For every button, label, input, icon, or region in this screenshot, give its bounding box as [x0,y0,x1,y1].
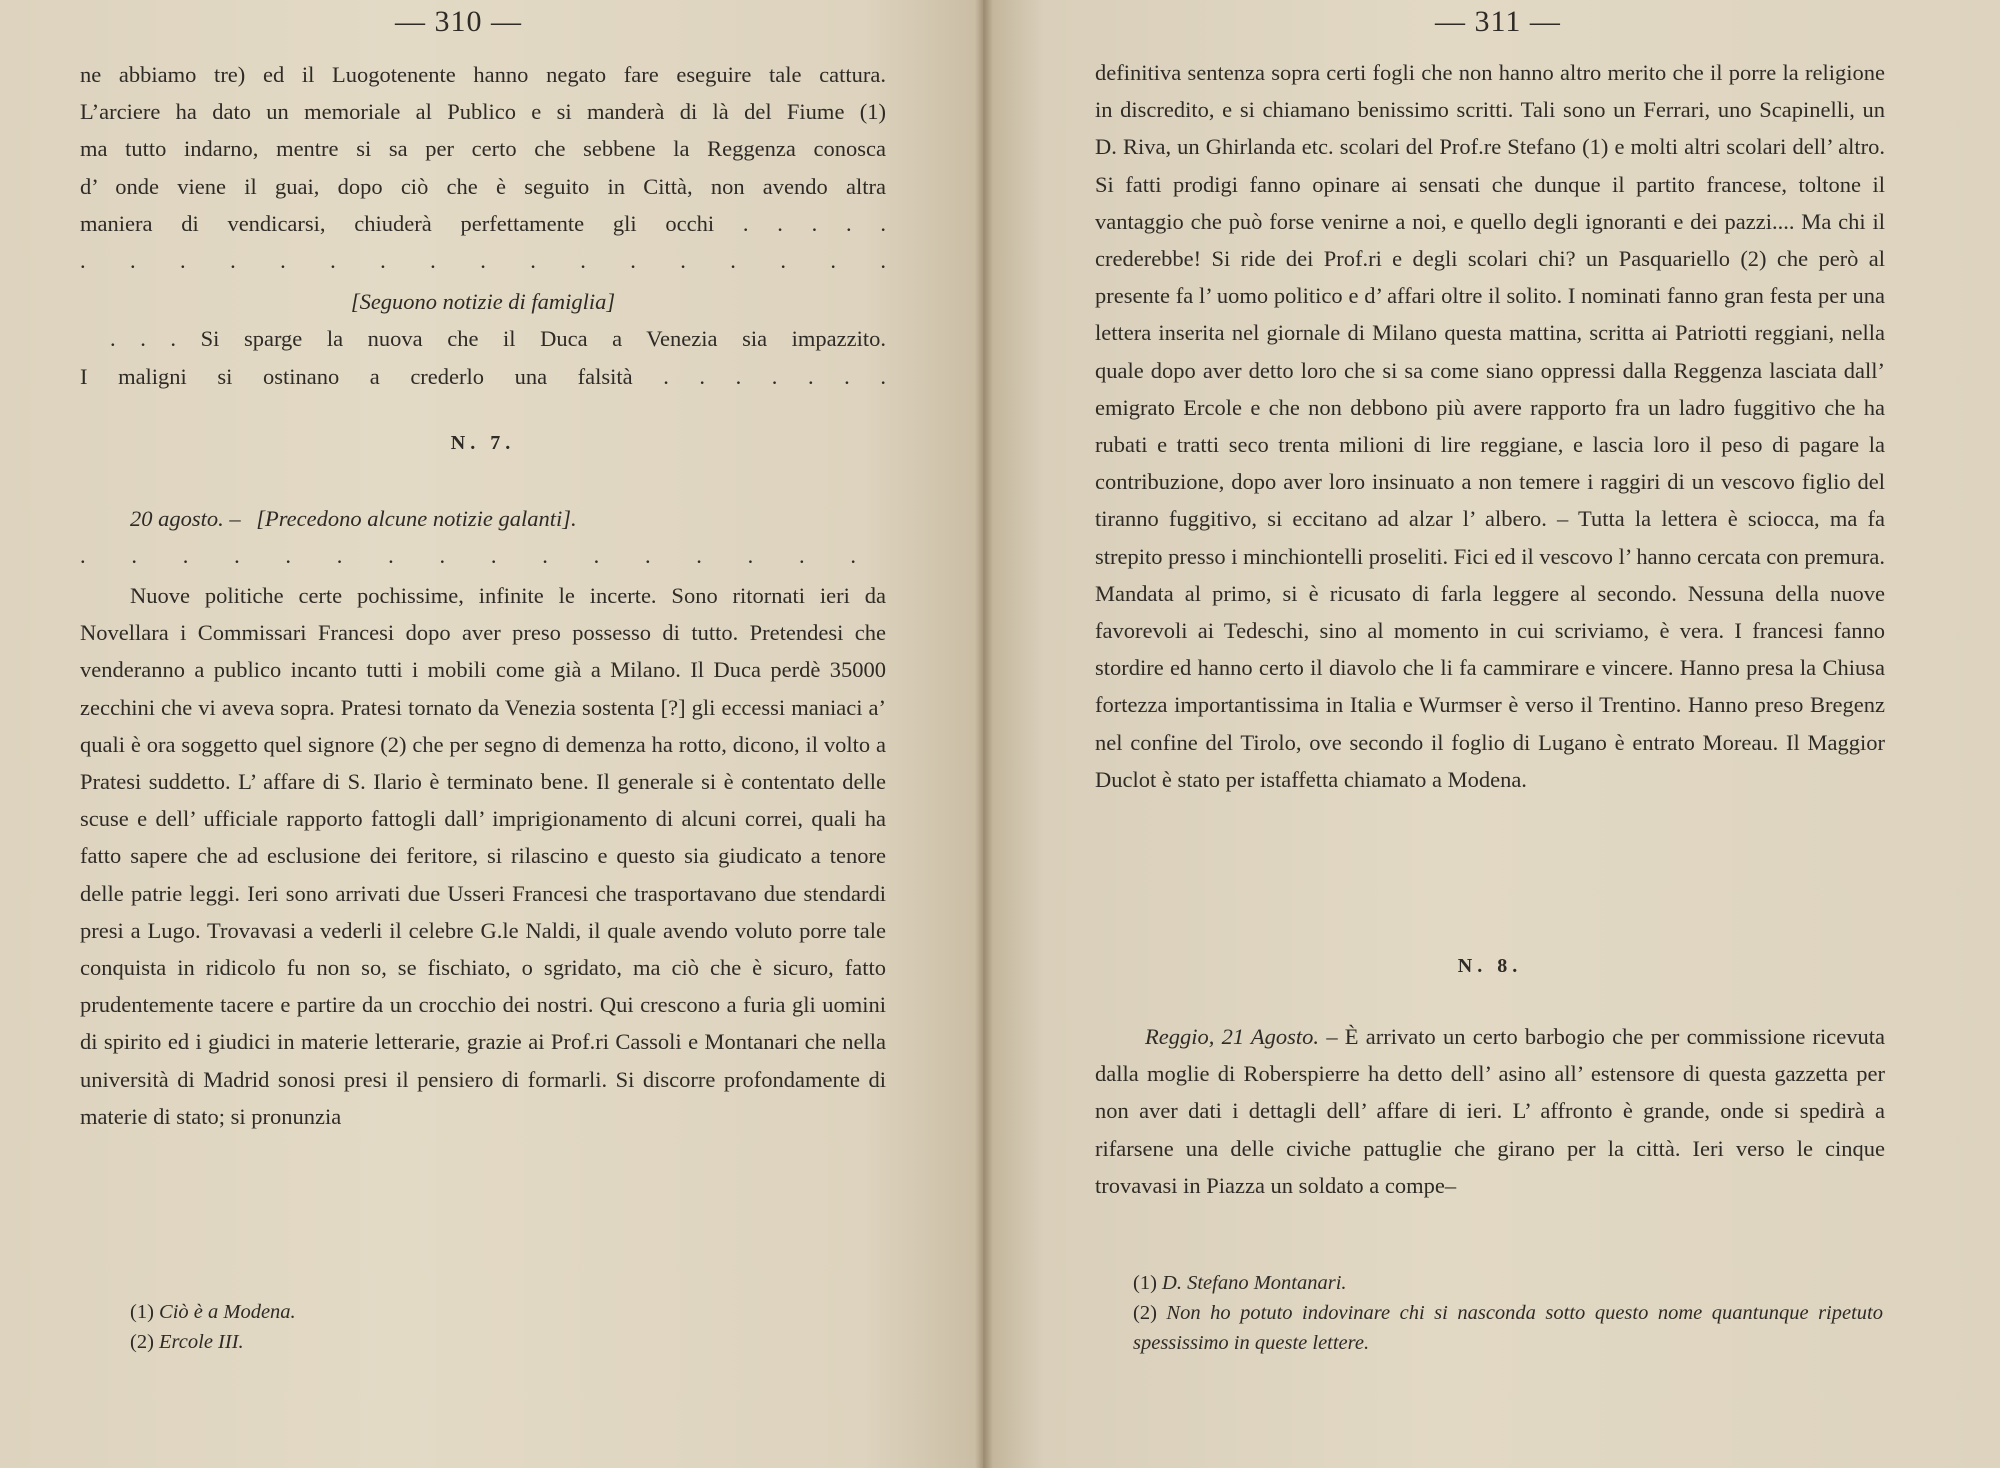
section-heading-8: N. 8. [1457,955,1523,977]
right-footnotes [1133,1268,1883,1358]
reggio-text: – È arrivato un certo barbogio che per commissione ricevuta dalla moglie di Roberspierre ha detto dell’ asino all’ estensore di questa gazzetta per non aver dati i dettagli dell’ affare di ieri. L’ affronto è grande, onde si spedirà a rifarsene una delle civiche pattuglie che girano per la città. Ieri verso le cinque trovavasi in Piazza un soldato a compe– [1095,1024,1886,1198]
left-footnotes [130,1297,830,1357]
sparge-line-2: I maligni si ostinano a crederlo una falsità . . . . . . . [80,363,886,389]
left-line-3: ma tutto indarno, mentre si sa per certo che sebbene la Reggenza conosca [80,136,886,162]
sparge-line-1: . . . Si sparge la nuova che il Duca a Venezia sia impazzito. [110,326,886,352]
seguono-note: [Seguono notizie di famiglia] [350,289,616,315]
right-paragraph-text: definitiva sentenza sopra certi fogli che non hanno altro merito che il porre la religione in discredito, e si chiamano benissimo scritti. Tali sono un Ferrari, uno Scapinelli, un D. Riva, un Ghirlanda etc. scolari del Prof.re Stefano (1) e molti altri scolari dell’ altro. Si fatti prodigi fanno opinare ai sensati che dunque il partito francese, toltone il vantaggio che può forse venirne a noi, e quello degli ignoranti e dei pazzi.... Ma chi il crederebbe! Si ride dei Prof.ri e degli scolari chi? un Pasquariello (2) che però al presente fa l’ uomo politico e d’ affari oltre il solito. I nominati fanno gran festa per una lettera inserita nel giornale di Milano questa mattina, scritta ai Patriotti reggiani, nella quale dopo aver detto loro che si sa come siano oppressi dalla Reggenza lasciata dall’ emigrato Ercole e che non debbono più avere rapporto fra un ladro fuggitivo che ha rubati e tratti seco trenta milioni di lire reggiane, e lascia loro il peso di pagare la contribuzione, dopo aver loro insinuato a non temere i raggiri di un vescovo figlio del tiranno fuggitivo, si eccitano ad alzar l’ albero. – Tutta la lettera è sciocca, ma fa strepito presso i minchiontelli proseliti. Fici ed il vescovo l’ hanno cercata con premura. Mandata al primo, si è ricusato di farla leggere al secondo. Nessuna della nuove favorevoli ai Tedeschi, sino al momento in cui scriviamo, è vera. I francesi fanno stordire ed hanno certo il diavolo che li fa cammirare e vincere. Hanno presa la Chiusa fortezza importantissima in Italia e Wurmser è verso il Trentino. Hanno preso Bregenz nel confine del Tirolo, ove secondo il foglio di Lugano è entrato Moreau. Il Maggior Duclot è stato per istaffetta chiamato a Modena. [1095,60,1885,792]
left-line-5: maniera di vendicarsi, chiuderà perfettamente gli occhi . . . . . [80,210,886,236]
right-page [983,0,2000,1468]
left-body-top [80,56,886,395]
left-paragraph-text: Nuove politiche certe pochissime, infinite le incerte. Sono ritornati ieri da Novellara i Commissari Francesi dopo aver preso possesso di tutto. Pretendesi che venderanno a publico incanto tutti i mobili come già a Milano. Il Duca perdè 35000 zecchini che vi aveva sopra. Pratesi tornato da Venezia sostenta [?] gli eccessi maniaci a’ quali è ora soggetto quel signore (2) che per segno di demenza ha rotto, dicono, il volto a Pratesi suddetto. L’ affare di S. Ilario è terminato bene. Il generale si è contentato delle scuse e dell’ ufficiale rapporto fattogli dall’ imprigionamento di alcuni correi, quali ha fatto sapere che ad esclusione dei feritore, si rilascino e questo sia giudicato a tenore delle patrie leggi. Ieri sono arrivati due Usseri Francesi che trasportavano due stendardi presi a Lugo. Trovavasi a vederli il celebre G.le Naldi, il quale avendo voluto porre tale conquista in ridicolo fu non so, se fischiato, o sgridato, ma ciò che è sicuro, fatto prudentemente tacere e partire da un crocchio dei nostri. Qui crescono a furia gli uomini di spirito ed i giudici in materie letterarie, grazie ai Prof.ri Cassoli e Montanari che nella università di Madrid sonosi presi il pensiero di formarli. Si discorre profondamente di materie di stato; si pronunzia [80,583,886,1129]
right-main-paragraph [1095,54,1885,798]
section-heading-7: N. 7. [450,432,516,454]
right-footnote-2: (2) Non ho potuto indovinare chi si nasconda sotto questo nome quantunque ripetuto spessissimo in queste lettere. [1133,1302,1883,1354]
left-main-paragraph [80,577,886,1135]
precedono-note: [Precedono alcune notizie galanti]. [256,506,577,531]
left-line-1: ne abbiamo tre) ed il Luogotenente hanno negato fare eseguire tale cattura. [80,62,886,87]
left-line-4: d’ onde viene il guai, dopo ciò che è seguito in Città, non avendo altra [80,173,886,199]
reggio-place-date: Reggio, 21 Agosto. [1145,1024,1320,1049]
ellipsis-line-2: . . . . . . . . . . . . . . . . [80,543,856,569]
right-footnote-1: (1) D. Stefano Montanari. [1133,1272,1347,1294]
left-line-2: L’arciere ha dato un memoriale al Publico e si manderà di là del Fiume (1) [80,99,886,125]
ellipsis-line: . . . . . . . . . . . . . . . . . [80,248,886,274]
right-reggio-paragraph [1095,1018,1885,1204]
left-date-block [80,500,886,574]
book-gutter [975,0,993,1468]
page-number-right: — 311 — [1435,5,1561,38]
left-footnote-1: (1) Ciò è a Modena. [130,1301,296,1323]
left-page [0,0,983,1468]
left-footnote-2: (2) Ercole III. [130,1331,244,1353]
page-number-left: — 310 — [395,5,522,38]
date-label: 20 agosto. – [130,506,241,531]
